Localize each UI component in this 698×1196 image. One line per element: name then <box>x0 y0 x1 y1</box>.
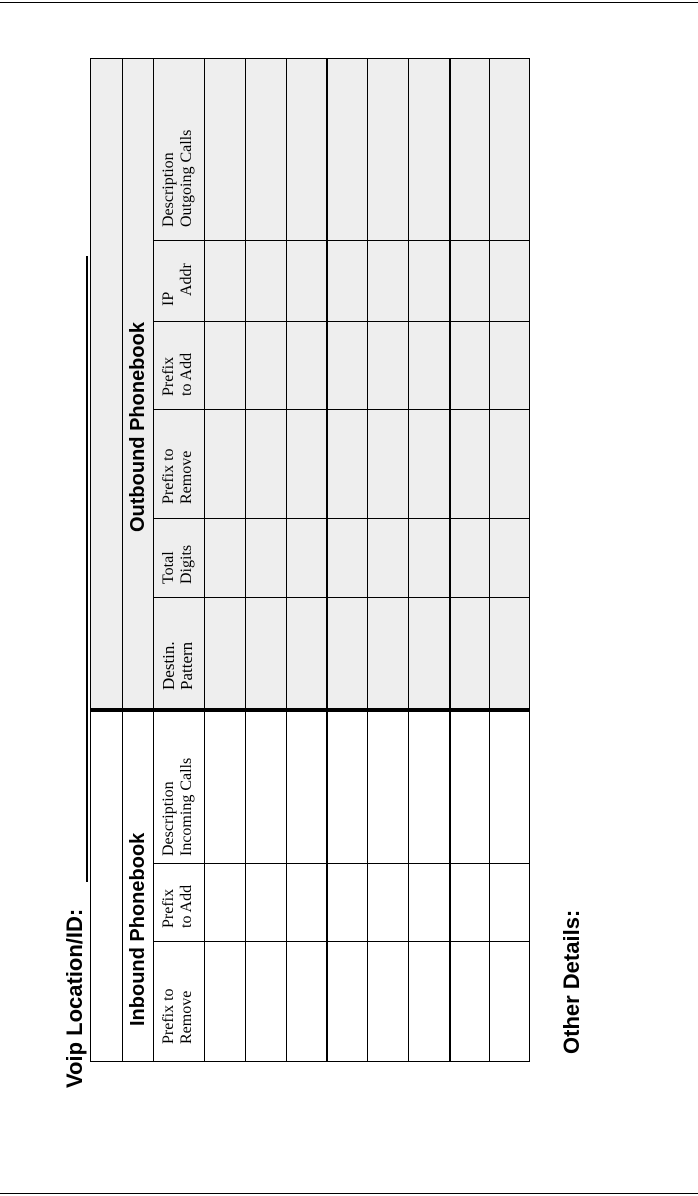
col-header-line2: Digits <box>178 544 195 584</box>
outbound-phonebook-title: Outbound Phonebook <box>127 322 149 532</box>
location-fill-line <box>86 256 88 882</box>
col-header-line1: Description <box>160 152 177 227</box>
col-header-line2: Addr <box>178 263 195 296</box>
table-border-bottom <box>529 58 530 1062</box>
page-bottom-rule <box>0 1193 698 1194</box>
table-border-right <box>90 58 530 59</box>
col-header-line2: to Add <box>178 352 195 396</box>
col-header-prefix-to-remove <box>160 988 196 1044</box>
col-header-total-digits <box>160 545 196 584</box>
table-border-top <box>90 58 91 1062</box>
col-header-line2: Incoming Calls <box>178 757 195 856</box>
column-divider <box>153 321 530 322</box>
col-header-line2: Pattern <box>177 641 196 690</box>
col-header-line1: IP <box>160 291 177 306</box>
col-header-description-outgoing <box>160 130 196 227</box>
col-header-line2: to Add <box>178 884 195 928</box>
col-header-line1: Destin. <box>159 641 178 690</box>
col-header-line2: Remove <box>178 450 195 504</box>
phonebook-table <box>90 58 530 1062</box>
column-divider <box>153 941 530 942</box>
section-separator <box>90 708 530 712</box>
column-divider <box>153 409 530 410</box>
column-divider <box>153 597 530 598</box>
row-rule <box>326 58 328 1062</box>
group-rule-bottom <box>153 58 154 1062</box>
row-rule <box>286 58 287 1062</box>
col-header-prefix-to-remove-out <box>160 448 196 504</box>
col-header-line1: Prefix to <box>160 988 177 1044</box>
outbound-shaded-area <box>90 58 530 710</box>
location-label: Voip Location/ID: <box>62 908 87 1088</box>
inbound-phonebook-title: Inbound Phonebook <box>127 832 149 1026</box>
column-divider <box>153 518 530 519</box>
column-header-rule <box>204 58 205 1062</box>
row-rule <box>449 58 451 1062</box>
col-header-prefix-to-add-out <box>160 353 196 396</box>
col-header-description-incoming <box>160 758 196 856</box>
col-header-line2: Outgoing Calls <box>178 129 195 227</box>
table-border-left <box>90 1061 530 1062</box>
col-header-destin-pattern <box>160 641 196 690</box>
col-header-line1: Prefix <box>160 888 177 928</box>
row-rule <box>489 58 490 1062</box>
col-header-line1: Prefix to <box>160 448 177 504</box>
col-header-line1: Total <box>160 551 177 584</box>
other-details-label-rotated: Other Details: <box>559 909 584 1054</box>
column-divider <box>153 240 530 241</box>
col-header-prefix-to-add <box>160 885 196 928</box>
group-rule-top <box>122 58 123 1062</box>
row-rule <box>367 58 368 1062</box>
col-header-line1: Prefix <box>160 356 177 396</box>
col-header-line2: Remove <box>178 990 195 1044</box>
row-rule <box>408 58 409 1062</box>
col-header-ip-addr <box>160 263 196 306</box>
column-divider <box>153 863 530 864</box>
col-header-line1: Description <box>160 781 177 856</box>
row-rule <box>245 58 246 1062</box>
